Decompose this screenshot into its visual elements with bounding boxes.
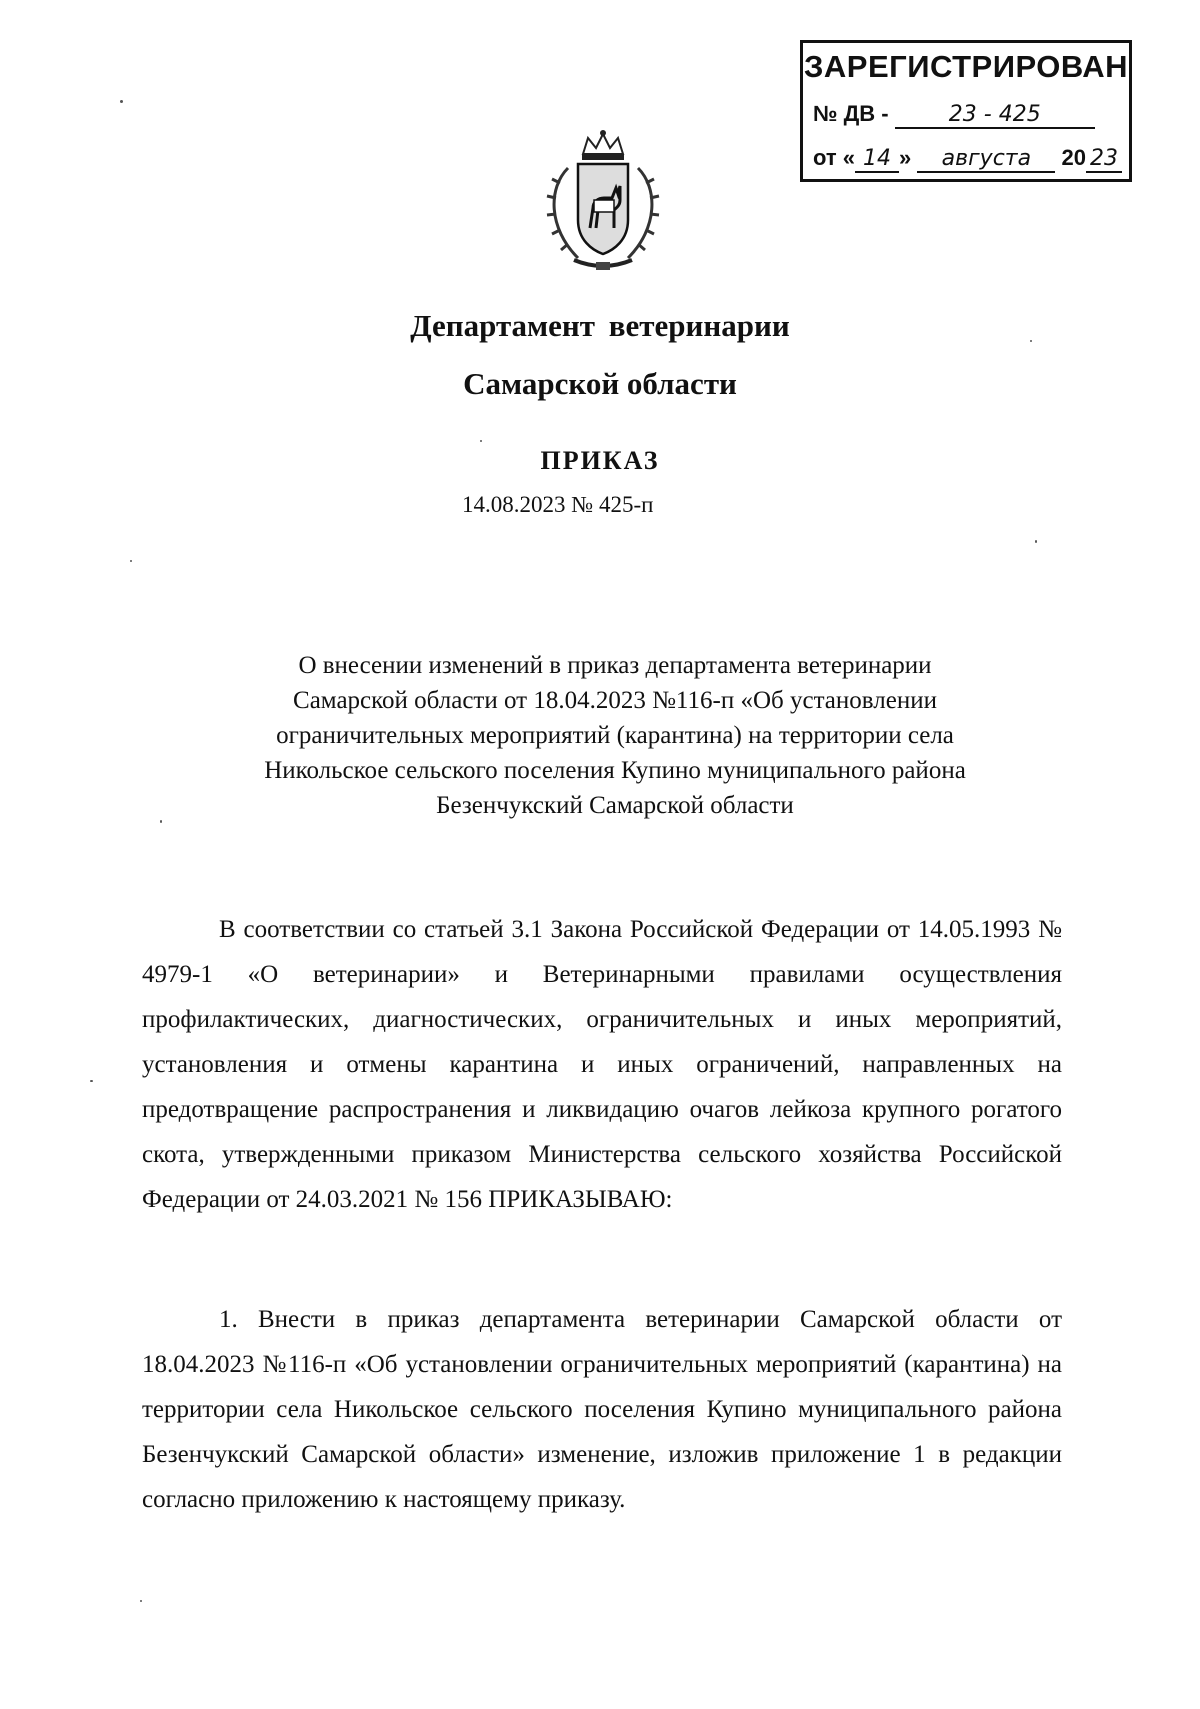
stamp-month: августа	[917, 146, 1055, 173]
scan-speck	[1030, 340, 1032, 342]
stamp-year-prefix: 20	[1061, 145, 1086, 170]
scan-speck	[120, 100, 123, 103]
scan-speck	[1035, 540, 1037, 543]
scan-speck	[140, 1600, 142, 1602]
scan-speck	[90, 1080, 93, 1082]
stamp-year-suffix: 23	[1086, 146, 1122, 173]
stamp-number-line	[813, 101, 1121, 129]
stamp-date-prefix: от «	[813, 145, 856, 170]
body-paragraph-item-1: 1. Внести в приказ департамента ветеринарии Самарской области от 18.04.2023 №116-п «Об установлении ограничительных мероприятий (карантина) на территории села Никольское сельского поселения Купино муниципального района Безенчукский Самарской области» изменение, изложив приложение 1 в редакции согласно приложению к настоящему приказу.	[142, 1306, 1062, 1513]
scan-speck	[130, 560, 132, 562]
stamp-title: ЗАРЕГИСТРИРОВАН	[803, 49, 1129, 84]
document-subject	[150, 648, 1080, 823]
coat-of-arms-icon	[538, 128, 668, 276]
organization-name-line2: Самарской области	[463, 366, 737, 401]
body-paragraph-preamble: В соответствии со статьей 3.1 Закона Российской Федерации от 14.05.1993 № 4979-1 «О ветеринарии» и Ветеринарными правилами осуществления профилактических, диагностических, ограничительных и иных мероприятий, установления и отмены карантина и иных ограничений, направленных на предотвращение распространения и ликвидацию очагов лейкоза крупного рогатого скота, утвержденными приказом Министерства сельского хозяйства Российской Федерации от 24.03.2021 № 156 ПРИКАЗЫВАЮ:	[142, 916, 1062, 1213]
document-date-number: 14.08.2023 № 425-п	[462, 492, 654, 517]
document-type: ПРИКАЗ	[540, 446, 660, 475]
subject-line: О внесении изменений в приказ департамента ветеринарии	[298, 652, 932, 679]
stamp-day: 14	[855, 146, 899, 173]
registration-stamp	[800, 40, 1132, 182]
subject-line: Самарской области от 18.04.2023 №116-п «Об установлении	[293, 687, 937, 714]
stamp-number-label: № ДВ -	[813, 101, 889, 126]
scan-speck	[480, 440, 482, 442]
stamp-date-mid: »	[899, 145, 912, 170]
subject-line: ограничительных мероприятий (карантина) на территории села	[276, 722, 954, 749]
stamp-number-value: 23 - 425	[895, 102, 1095, 129]
subject-line: Никольское сельского поселения Купино муниципального района	[264, 757, 966, 784]
organization-name-line1: Департамент ветеринарии	[410, 308, 790, 343]
scan-speck	[160, 820, 162, 823]
stamp-date-line	[813, 145, 1121, 173]
subject-line: Безенчукский Самарской области	[436, 792, 794, 819]
